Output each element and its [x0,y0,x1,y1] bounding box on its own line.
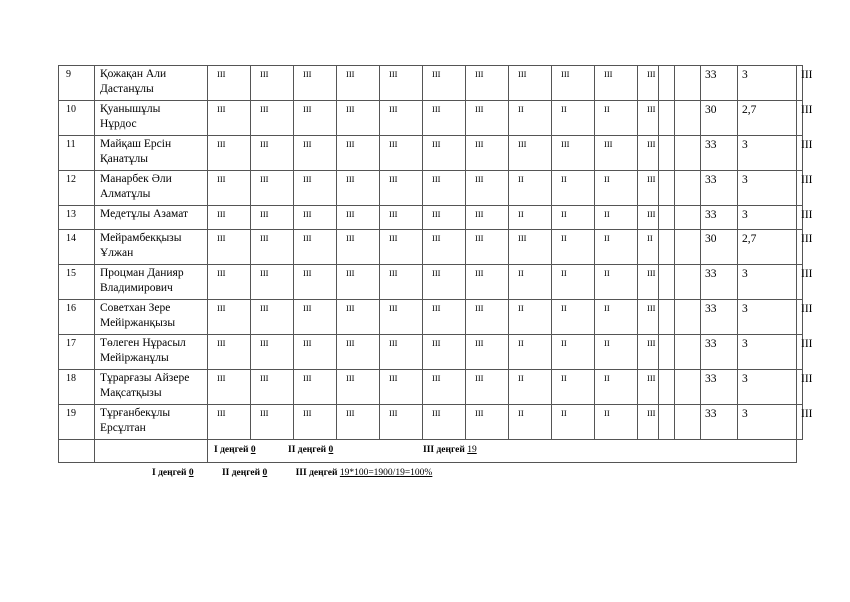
student-name-line: Мейіржанұлы [100,352,169,364]
level-cell: ІІІ [466,66,509,101]
level-cell: ІІІ [380,66,423,101]
blank-cell [659,136,675,171]
total-score: 33 [701,66,738,101]
level-cell: ІІІ [423,300,466,335]
level-cell: ІІІ [337,66,380,101]
level-cell: ІІІ [509,136,552,171]
level-cell: ІІІ [337,300,380,335]
level-cell: ІІІ [251,405,294,440]
spacer-cell [675,171,701,206]
level-cell: ІІ [552,370,595,405]
student-name-line: Ерсұлтан [100,422,146,434]
level-cell: ІІІ [337,335,380,370]
level-cell: ІІІ [638,66,659,101]
level-cell: ІІІ [208,335,251,370]
level-cell: ІІІ [208,230,251,265]
level-cell: ІІІ [337,206,380,230]
final-level: ІІІ [797,101,803,136]
level-cell: ІІІ [380,230,423,265]
row-number: 19 [59,405,95,440]
level-cell: ІІІ [466,206,509,230]
student-name [95,206,208,230]
table-row [59,230,803,265]
student-name-line: Процман Данияр [100,267,184,279]
level-cell: ІІ [552,300,595,335]
level-cell: ІІІ [466,171,509,206]
average-score: 3 [738,265,797,300]
level-cell: ІІІ [423,171,466,206]
blank-cell [659,101,675,136]
footer-level-1-label: І деңгей [152,468,189,478]
level-cell: ІІІ [337,101,380,136]
level-cell: ІІІ [638,206,659,230]
level-cell: ІІІ [638,101,659,136]
student-name [95,300,208,335]
level-cell: ІІІ [380,335,423,370]
student-name-line: Майқаш Ерсін [100,138,172,150]
final-level: ІІІ [797,206,803,230]
level-cell: ІІІ [251,206,294,230]
total-score: 33 [701,300,738,335]
average-score: 2,7 [738,230,797,265]
level-cell: ІІІ [466,300,509,335]
level-cell: ІІІ [638,265,659,300]
blank-cell [659,206,675,230]
student-name [95,101,208,136]
level-cell: ІІІ [337,230,380,265]
footer-level-2-value: 0 [262,468,268,478]
spacer-cell [675,300,701,335]
student-name-line: Мейіржанқызы [100,317,176,329]
level-cell: ІІІ [208,206,251,230]
level-cell: ІІІ [638,370,659,405]
average-score: 3 [738,136,797,171]
student-name-line: Мейрамбекқызы [100,232,182,244]
level-cell: ІІІ [380,405,423,440]
average-score: 3 [738,405,797,440]
average-score: 3 [738,171,797,206]
spacer-cell [675,335,701,370]
level-cell: ІІІ [638,405,659,440]
row-number: 14 [59,230,95,265]
level-cell: ІІ [552,335,595,370]
level-cell: ІІІ [294,300,337,335]
student-name-line: Советхан Зере [100,302,171,314]
level-cell: ІІІ [509,230,552,265]
student-name-line: Тұрарғазы Айзере [100,372,190,384]
grade-table-body [59,66,813,463]
level-cell: ІІ [595,265,638,300]
summary-empty-num [59,440,95,463]
level-cell: ІІІ [337,370,380,405]
final-level: ІІІ [797,66,803,101]
table-row [59,370,803,405]
row-number: 17 [59,335,95,370]
level-cell: ІІІ [466,101,509,136]
summary-level-1-value: 0 [250,445,256,455]
total-score: 33 [701,171,738,206]
level-cell: ІІІ [294,335,337,370]
row-number: 11 [59,136,95,171]
footer-level-3-label: ІІІ деңгей [295,468,340,478]
level-cell: ІІІ [380,136,423,171]
level-cell: ІІ [595,101,638,136]
level-cell: ІІ [638,230,659,265]
level-cell: ІІІ [208,136,251,171]
level-cell: ІІІ [380,370,423,405]
summary-level-3-label: ІІІ деңгей [423,445,468,455]
row-number: 15 [59,265,95,300]
level-cell: ІІ [509,370,552,405]
level-cell: ІІІ [380,265,423,300]
level-cell: ІІІ [208,66,251,101]
student-name-line: Медетұлы Азамат [100,208,189,220]
student-name-line: Владимирович [100,282,173,294]
student-name-line: Манарбек Әли [100,173,172,185]
level-cell: ІІІ [251,230,294,265]
row-number: 12 [59,171,95,206]
level-cell: ІІІ [423,405,466,440]
table-row [59,206,803,230]
level-cell: ІІІ [595,136,638,171]
blank-cell [659,370,675,405]
blank-cell [659,66,675,101]
total-score: 30 [701,101,738,136]
level-cell: ІІІ [552,136,595,171]
level-cell: ІІІ [423,370,466,405]
level-cell: ІІІ [208,405,251,440]
total-score: 33 [701,335,738,370]
blank-cell [659,405,675,440]
level-cell: ІІІ [251,335,294,370]
level-cell: ІІІ [294,265,337,300]
spacer-cell [675,230,701,265]
table-row [59,66,803,101]
summary-level-2-label: ІІ деңгей [288,445,329,455]
level-cell: ІІ [595,405,638,440]
grade-table [58,65,813,463]
footer-level-3-value: 19*100=1900/19=100% [339,468,433,478]
blank-cell [659,335,675,370]
level-cell: ІІІ [423,206,466,230]
row-number: 16 [59,300,95,335]
student-name [95,405,208,440]
level-cell: ІІІ [294,206,337,230]
level-cell: ІІІ [466,230,509,265]
student-name [95,230,208,265]
level-cell: ІІ [509,206,552,230]
student-name [95,171,208,206]
level-cell: ІІІ [638,136,659,171]
table-row [59,300,803,335]
level-cell: ІІ [509,101,552,136]
summary-row [59,440,803,463]
total-score: 33 [701,206,738,230]
student-name-line: Мақсатқызы [100,387,162,399]
total-score: 30 [701,230,738,265]
level-cell: ІІІ [423,265,466,300]
student-name [95,370,208,405]
summary-level-2-value: 0 [328,445,334,455]
table-row [59,136,803,171]
student-name [95,265,208,300]
level-cell: ІІІ [337,265,380,300]
summary-empty-name [95,440,208,463]
footer-level-2-label: ІІ деңгей [221,468,263,478]
footer-summary [152,468,484,478]
level-cell: ІІІ [251,101,294,136]
level-cell: ІІІ [294,230,337,265]
row-number: 13 [59,206,95,230]
level-cell: ІІ [595,206,638,230]
level-cell: ІІІ [466,136,509,171]
total-score: 33 [701,265,738,300]
level-cell: ІІІ [294,66,337,101]
blank-cell [659,265,675,300]
level-cell: ІІІ [251,136,294,171]
level-cell: ІІІ [251,300,294,335]
level-cell: ІІІ [466,265,509,300]
level-cell: ІІ [509,300,552,335]
level-cell: ІІ [595,300,638,335]
row-number: 18 [59,370,95,405]
final-level: ІІІ [797,171,803,206]
level-cell: ІІІ [294,370,337,405]
student-name-line: Нұрдос [100,118,137,130]
spacer-cell [675,405,701,440]
row-number: 9 [59,66,95,101]
final-level: ІІІ [797,300,803,335]
average-score: 3 [738,206,797,230]
level-cell: ІІІ [509,66,552,101]
summary-level-3-value: 19 [467,445,477,455]
level-cell: ІІІ [337,136,380,171]
level-cell: ІІІ [251,370,294,405]
summary-level-3 [423,443,477,458]
student-name-line: Ұлжан [100,247,134,259]
level-cell: ІІІ [208,171,251,206]
level-cell: ІІ [595,230,638,265]
student-name-line: Қожақан Али [100,68,167,80]
student-name-line: Тұрғанбекұлы [100,407,171,419]
table-row [59,405,803,440]
summary-cell [208,440,797,463]
level-cell: ІІІ [552,66,595,101]
level-cell: ІІІ [380,206,423,230]
footer-level-1-value: 0 [188,468,194,478]
level-cell: ІІІ [638,300,659,335]
level-cell: ІІ [509,405,552,440]
student-name-line: Қуанышұлы [100,103,161,115]
level-cell: ІІІ [423,101,466,136]
summary-level-2 [288,443,333,458]
final-level: ІІІ [797,370,803,405]
level-cell: ІІІ [638,171,659,206]
table-row [59,265,803,300]
level-cell: ІІІ [208,370,251,405]
level-cell: ІІ [552,206,595,230]
spacer-cell [675,66,701,101]
level-cell: ІІ [552,405,595,440]
level-cell: ІІІ [294,136,337,171]
table-row [59,101,803,136]
level-cell: ІІІ [423,335,466,370]
level-cell: ІІ [595,171,638,206]
level-cell: ІІІ [208,265,251,300]
level-cell: ІІ [552,171,595,206]
student-name [95,136,208,171]
student-name-line: Төлеген Нұрасыл [100,337,186,349]
footer-level-3 [296,468,459,478]
student-name [95,66,208,101]
level-cell: ІІІ [294,405,337,440]
level-cell: ІІІ [380,171,423,206]
level-cell: ІІІ [294,171,337,206]
blank-cell [659,300,675,335]
level-cell: ІІІ [337,405,380,440]
blank-cell [659,230,675,265]
summary-level-1-label: І деңгей [214,445,251,455]
spacer-cell [675,265,701,300]
final-level: ІІІ [797,405,803,440]
level-cell: ІІ [509,171,552,206]
level-cell: ІІІ [251,171,294,206]
level-cell: ІІІ [638,335,659,370]
level-cell: ІІ [552,265,595,300]
footer-level-1 [152,468,194,478]
final-level: ІІІ [797,136,803,171]
average-score: 3 [738,370,797,405]
level-cell: ІІІ [466,405,509,440]
level-cell: ІІІ [251,265,294,300]
level-cell: ІІІ [595,66,638,101]
level-cell: ІІ [595,370,638,405]
level-cell: ІІ [552,101,595,136]
level-cell: ІІІ [208,300,251,335]
level-cell: ІІІ [337,171,380,206]
blank-cell [659,171,675,206]
average-score: 3 [738,66,797,101]
level-cell: ІІІ [251,66,294,101]
total-score: 33 [701,136,738,171]
level-cell: ІІ [552,230,595,265]
summary-level-1 [214,443,256,458]
student-name-line: Қанатұлы [100,153,148,165]
level-cell: ІІ [509,335,552,370]
average-score: 2,7 [738,101,797,136]
student-name-line: Дастанұлы [100,83,154,95]
level-cell: ІІІ [380,101,423,136]
level-cell: ІІ [509,265,552,300]
final-level: ІІІ [797,335,803,370]
table-row [59,335,803,370]
level-cell: ІІІ [208,101,251,136]
level-cell: ІІІ [380,300,423,335]
total-score: 33 [701,370,738,405]
table-row [59,171,803,206]
student-name-line: Алматұлы [100,188,151,200]
spacer-cell [675,101,701,136]
spacer-cell [675,370,701,405]
level-cell: ІІІ [423,230,466,265]
level-cell: ІІІ [294,101,337,136]
level-cell: ІІІ [423,136,466,171]
level-cell: ІІІ [423,66,466,101]
average-score: 3 [738,300,797,335]
final-level: ІІІ [797,230,803,265]
total-score: 33 [701,405,738,440]
level-cell: ІІ [595,335,638,370]
level-cell: ІІІ [466,335,509,370]
footer-level-2 [222,468,267,478]
row-number: 10 [59,101,95,136]
average-score: 3 [738,335,797,370]
level-cell: ІІІ [466,370,509,405]
final-level: ІІІ [797,265,803,300]
student-name [95,335,208,370]
spacer-cell [675,136,701,171]
spacer-cell [675,206,701,230]
